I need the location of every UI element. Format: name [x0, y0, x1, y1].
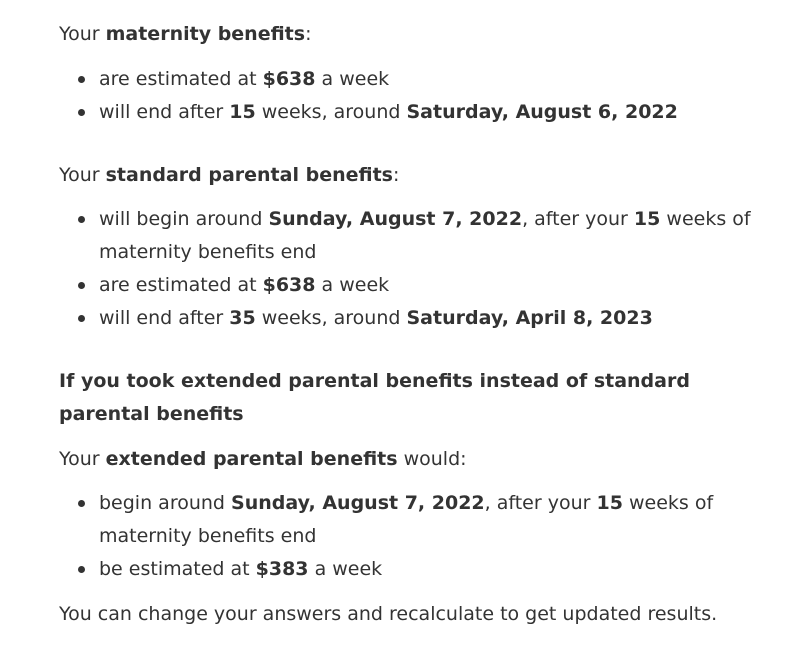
- item-text: will end after: [99, 101, 230, 123]
- extended-parental-list: [59, 487, 781, 586]
- maternity-weeks-count: 15: [229, 101, 256, 123]
- item-text: weeks of maternity benefits end: [99, 492, 714, 547]
- intro-text: Your: [59, 23, 106, 45]
- item-text: be estimated at: [99, 558, 256, 580]
- extended-parental-label: extended parental benefits: [105, 448, 398, 470]
- maternity-benefits-intro: [59, 18, 781, 51]
- item-text: are estimated at: [99, 274, 263, 296]
- intro-text: Your: [59, 448, 106, 470]
- list-item-extended-begin: [59, 487, 781, 553]
- maternity-benefits-list: [59, 63, 781, 129]
- item-text: a week: [315, 274, 390, 296]
- extended-begin-date: Sunday, August 7, 2022: [231, 492, 485, 514]
- list-item-maternity-end: [59, 96, 781, 129]
- standard-parental-intro: [59, 159, 781, 192]
- list-item-standard-end: [59, 302, 781, 335]
- extended-weekly-amount: $383: [255, 558, 309, 580]
- standard-weekly-amount: $638: [262, 274, 316, 296]
- item-text: , after your: [522, 208, 634, 230]
- list-item-standard-amount: [59, 269, 781, 302]
- item-text: a week: [308, 558, 383, 580]
- extended-maternity-weeks: 15: [596, 492, 623, 514]
- item-text: weeks, around: [255, 307, 407, 329]
- intro-punctuation: :: [305, 23, 312, 45]
- maternity-weekly-amount: $638: [262, 68, 316, 90]
- standard-begin-date: Sunday, August 7, 2022: [268, 208, 523, 230]
- extended-parental-intro: [59, 443, 781, 476]
- standard-end-date: Saturday, April 8, 2023: [406, 307, 653, 329]
- list-item-maternity-amount: [59, 63, 781, 96]
- item-text: weeks of maternity benefits end: [99, 208, 751, 263]
- extended-parental-heading: If you took extended parental benefits instead of standard parental benefits: [59, 370, 690, 425]
- intro-text: Your: [59, 164, 106, 186]
- recalculate-note: You can change your answers and recalculate to get updated results.: [59, 603, 718, 625]
- intro-punctuation: :: [392, 164, 400, 186]
- item-text: will end after: [99, 307, 230, 329]
- standard-parental-list: [59, 203, 781, 335]
- item-text: are estimated at: [99, 68, 263, 90]
- maternity-end-date: Saturday, August 6, 2022: [406, 101, 678, 123]
- standard-parental-label: standard parental benefits: [105, 164, 393, 186]
- standard-weeks-count: 35: [229, 307, 256, 329]
- standard-maternity-weeks: 15: [633, 208, 661, 230]
- item-text: , after your: [484, 492, 597, 514]
- maternity-benefits-label: maternity benefits: [105, 23, 306, 45]
- item-text: begin around: [99, 492, 232, 514]
- item-text: will begin around: [99, 208, 269, 230]
- list-item-standard-begin: [59, 203, 781, 269]
- list-item-extended-amount: [59, 553, 781, 586]
- intro-text: would:: [397, 448, 467, 470]
- item-text: weeks, around: [255, 101, 407, 123]
- item-text: a week: [315, 68, 390, 90]
